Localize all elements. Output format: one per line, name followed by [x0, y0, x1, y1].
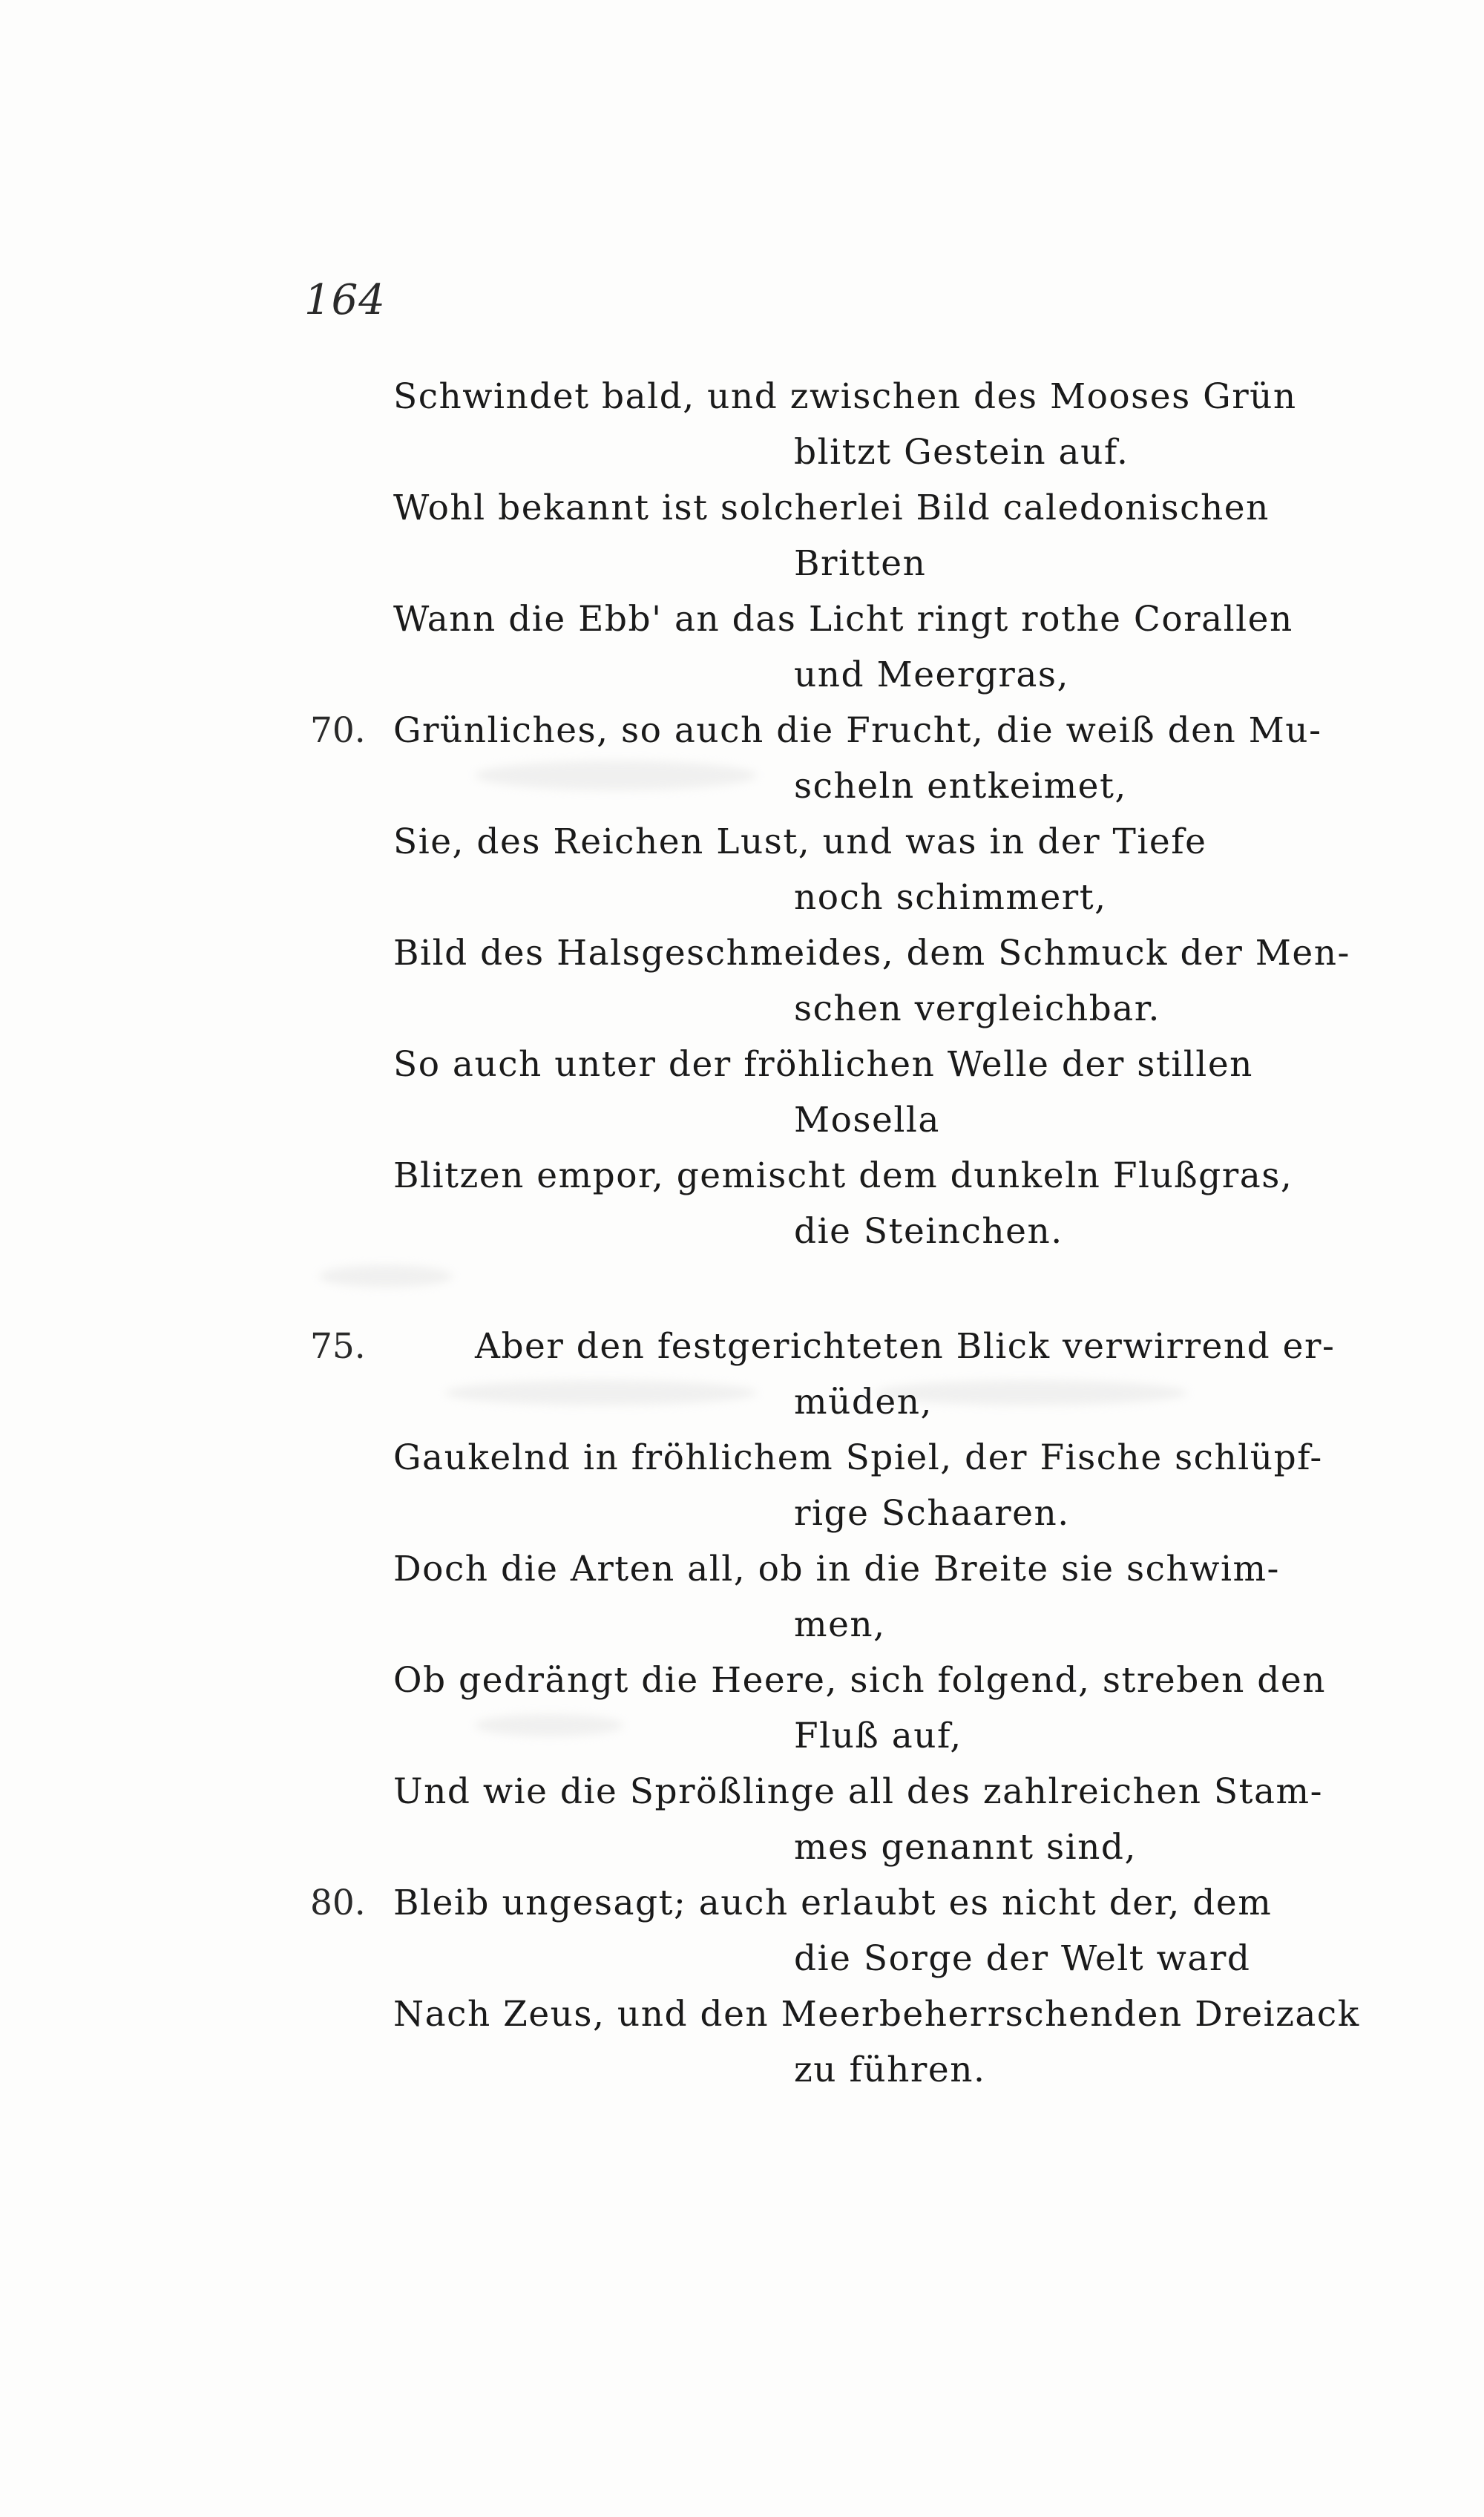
verse-continuation-line: blitzt Gestein auf. — [794, 432, 1129, 473]
verse-continuation-line: zu führen. — [794, 2050, 986, 2090]
verse-line: Schwindet bald, und zwischen des Mooses Grün — [393, 376, 1297, 417]
verse-line: Wohl bekannt ist solcherlei Bild caledonischen — [393, 488, 1270, 528]
verse-line: Blitzen empor, gemischt dem dunkeln Flußgras, — [393, 1155, 1293, 1196]
verse-continuation-line: scheln entkeimet, — [794, 766, 1127, 807]
verse-continuation-line: men, — [794, 1604, 886, 1645]
verse-line: Gaukelnd in fröhlichem Spiel, der Fische schlüpf- — [393, 1437, 1323, 1478]
print-smudge — [445, 1380, 757, 1405]
verse-continuation-line: müden, — [794, 1382, 933, 1422]
verse-line: Grünliches, so auch die Frucht, die weiß den Mu- — [393, 710, 1322, 751]
verse-line: So auch unter der fröhlichen Welle der stillen — [393, 1044, 1253, 1085]
verse-line: Sie, des Reichen Lust, und was in der Tiefe — [393, 821, 1207, 862]
print-smudge — [475, 1714, 623, 1736]
verse-line: Doch die Arten all, ob in die Breite sie schwim- — [393, 1549, 1280, 1589]
verse-line-number: 80. — [310, 1883, 366, 1923]
verse-continuation-line: Britten — [794, 543, 927, 584]
verse-continuation-line: Mosella — [794, 1100, 940, 1141]
verse-continuation-line: Fluß auf, — [794, 1716, 962, 1756]
verse-line: Und wie die Sprößlinge all des zahlreichen Stam- — [393, 1771, 1323, 1812]
verse-continuation-line: noch schimmert, — [794, 877, 1107, 918]
verse-line: Ob gedrängt die Heere, sich folgend, streben den — [393, 1660, 1326, 1701]
verse-continuation-line: die Steinchen. — [794, 1211, 1063, 1252]
verse-line-number: 70. — [310, 710, 366, 751]
verse-line-number: 75. — [310, 1326, 366, 1367]
verse-line: Aber den festgerichteten Blick verwirrend er- — [475, 1326, 1336, 1367]
print-smudge — [475, 761, 757, 790]
verse-continuation-line: mes genannt sind, — [794, 1827, 1137, 1868]
verse-line: Wann die Ebb' an das Licht ringt rothe Corallen — [393, 599, 1293, 640]
verse-line: Bleib ungesagt; auch erlaubt es nicht der, dem — [393, 1883, 1273, 1923]
verse-continuation-line: die Sorge der Welt ward — [794, 1938, 1251, 1979]
page-number: 164 — [304, 276, 386, 324]
verse-line: Bild des Halsgeschmeides, dem Schmuck der Men- — [393, 933, 1350, 974]
verse-continuation-line: schen vergleichbar. — [794, 988, 1160, 1029]
verse-continuation-line: rige Schaaren. — [794, 1493, 1070, 1534]
print-smudge — [319, 1265, 453, 1287]
verse-line: Nach Zeus, und den Meerbeherrschenden Dreizack — [393, 1994, 1360, 2035]
verse-continuation-line: und Meergras, — [794, 654, 1069, 695]
